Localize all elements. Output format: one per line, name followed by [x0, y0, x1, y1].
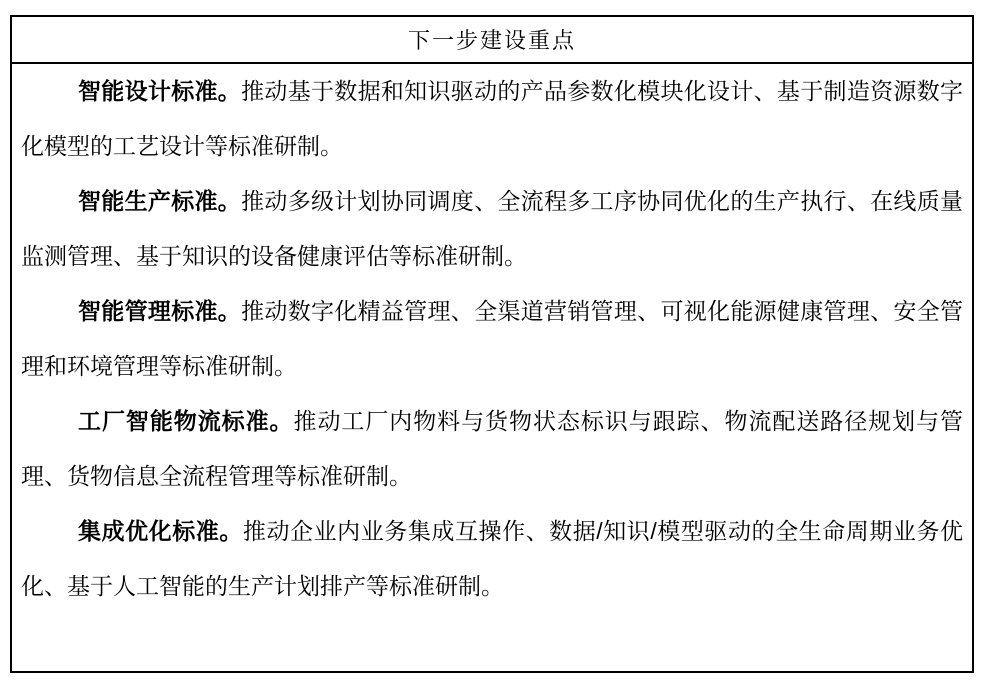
paragraph-lead: 智能管理标准。	[78, 298, 242, 324]
box-title: 下一步建设重点	[12, 17, 972, 64]
paragraph-smart-management	[21, 284, 963, 394]
paragraph-smart-production	[21, 174, 963, 284]
paragraph-text: 推动工厂内物料与货物状态标识与跟踪、物流配送路径规划与管理、货物信息全流程管理等标准研制。	[21, 408, 963, 489]
box-body	[12, 64, 972, 614]
paragraph-lead: 工厂智能物流标准。	[78, 408, 294, 434]
paragraph-lead: 智能设计标准。	[78, 78, 242, 104]
paragraph-text: 推动多级计划协同调度、全流程多工序协同优化的生产执行、在线质量监测管理、基于知识的设备健康评估等标准研制。	[21, 188, 964, 269]
paragraph-text: 推动基于数据和知识驱动的产品参数化模块化设计、基于制造资源数字化模型的工艺设计等标准研制。	[21, 78, 964, 159]
paragraph-smart-design	[21, 64, 963, 174]
paragraph-lead: 集成优化标准。	[78, 518, 243, 544]
paragraph-lead: 智能生产标准。	[78, 188, 242, 214]
paragraph-text: 推动数字化精益管理、全渠道营销管理、可视化能源健康管理、安全管理和环境管理等标准研制。	[21, 298, 964, 379]
paragraph-text: 推动企业内业务集成互操作、数据/知识/模型驱动的全生命周期业务优化、基于人工智能的生产计划排产等标准研制。	[21, 518, 964, 599]
paragraph-integration-optimization	[21, 504, 963, 614]
content-box	[10, 15, 974, 673]
paragraph-smart-logistics	[21, 394, 963, 504]
